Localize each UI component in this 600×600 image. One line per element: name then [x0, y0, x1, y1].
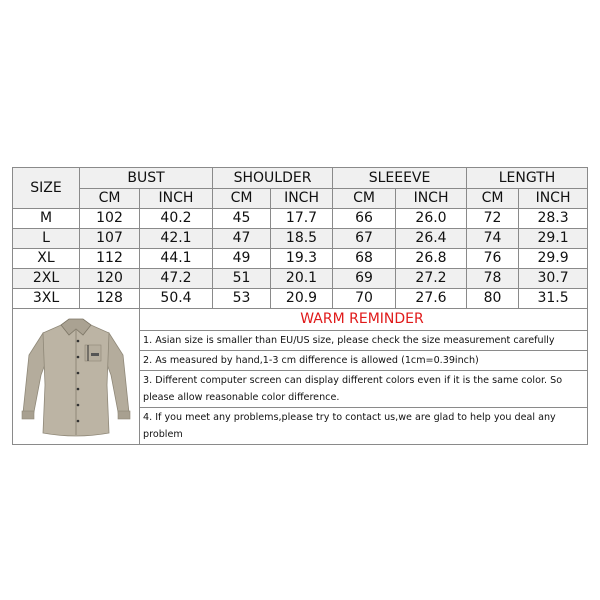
cell: 31.5	[519, 289, 588, 309]
size-chart-table	[12, 167, 588, 309]
warm-reminder-table	[12, 308, 588, 445]
cell: 78	[467, 269, 519, 289]
cell: 29.1	[519, 229, 588, 249]
cell: 42.1	[140, 229, 213, 249]
unit-header: INCH	[396, 189, 467, 209]
header-row-units	[13, 189, 588, 209]
table-row	[13, 269, 588, 289]
cell: 26.4	[396, 229, 467, 249]
cell: 26.0	[396, 209, 467, 229]
size-label: M	[13, 209, 80, 229]
header-sleeve: SLEEEVE	[333, 168, 467, 189]
cell: 30.7	[519, 269, 588, 289]
cell: 51	[213, 269, 271, 289]
shirt-image-icon	[21, 315, 131, 439]
size-label: XL	[13, 249, 80, 269]
cell: 120	[80, 269, 140, 289]
reminder-item: 2. As measured by hand,1-3 cm difference is allowed (1cm=0.39inch)	[140, 351, 588, 371]
cell: 68	[333, 249, 396, 269]
cell: 20.1	[271, 269, 333, 289]
size-label: 2XL	[13, 269, 80, 289]
table-row	[13, 249, 588, 269]
cell: 17.7	[271, 209, 333, 229]
cell: 74	[467, 229, 519, 249]
unit-header: CM	[80, 189, 140, 209]
cell: 47	[213, 229, 271, 249]
cell: 80	[467, 289, 519, 309]
cell: 66	[333, 209, 396, 229]
reminder-item: 3. Different computer screen can display different colors even if it is the same color. So please allow reasonable color difference.	[140, 371, 588, 408]
table-row	[13, 229, 588, 249]
header-row-groups	[13, 168, 588, 189]
cell: 27.6	[396, 289, 467, 309]
unit-header: CM	[213, 189, 271, 209]
cell: 29.9	[519, 249, 588, 269]
cell: 67	[333, 229, 396, 249]
reminder-item: 4. If you meet any problems,please try to contact us,we are glad to help you deal any problem	[140, 408, 588, 445]
product-image	[13, 309, 140, 445]
size-label: L	[13, 229, 80, 249]
cell: 47.2	[140, 269, 213, 289]
unit-header: INCH	[140, 189, 213, 209]
unit-header: CM	[467, 189, 519, 209]
cell: 18.5	[271, 229, 333, 249]
cell: 28.3	[519, 209, 588, 229]
unit-header: INCH	[519, 189, 588, 209]
cell: 69	[333, 269, 396, 289]
header-length: LENGTH	[467, 168, 588, 189]
cell: 53	[213, 289, 271, 309]
header-bust: BUST	[80, 168, 213, 189]
cell: 40.2	[140, 209, 213, 229]
unit-header: INCH	[271, 189, 333, 209]
table-row	[13, 289, 588, 309]
cell: 20.9	[271, 289, 333, 309]
size-chart-container	[12, 167, 587, 445]
cell: 128	[80, 289, 140, 309]
table-row	[13, 209, 588, 229]
unit-header: CM	[333, 189, 396, 209]
cell: 72	[467, 209, 519, 229]
size-label: 3XL	[13, 289, 80, 309]
cell: 27.2	[396, 269, 467, 289]
cell: 50.4	[140, 289, 213, 309]
header-shoulder: SHOULDER	[213, 168, 333, 189]
header-size: SIZE	[13, 168, 80, 209]
cell: 45	[213, 209, 271, 229]
cell: 49	[213, 249, 271, 269]
reminder-item: 1. Asian size is smaller than EU/US size, please check the size measurement carefully	[140, 331, 588, 351]
cell: 19.3	[271, 249, 333, 269]
cell: 107	[80, 229, 140, 249]
cell: 112	[80, 249, 140, 269]
cell: 26.8	[396, 249, 467, 269]
warm-reminder-title: WARM REMINDER	[140, 309, 588, 331]
cell: 70	[333, 289, 396, 309]
cell: 44.1	[140, 249, 213, 269]
cell: 102	[80, 209, 140, 229]
cell: 76	[467, 249, 519, 269]
